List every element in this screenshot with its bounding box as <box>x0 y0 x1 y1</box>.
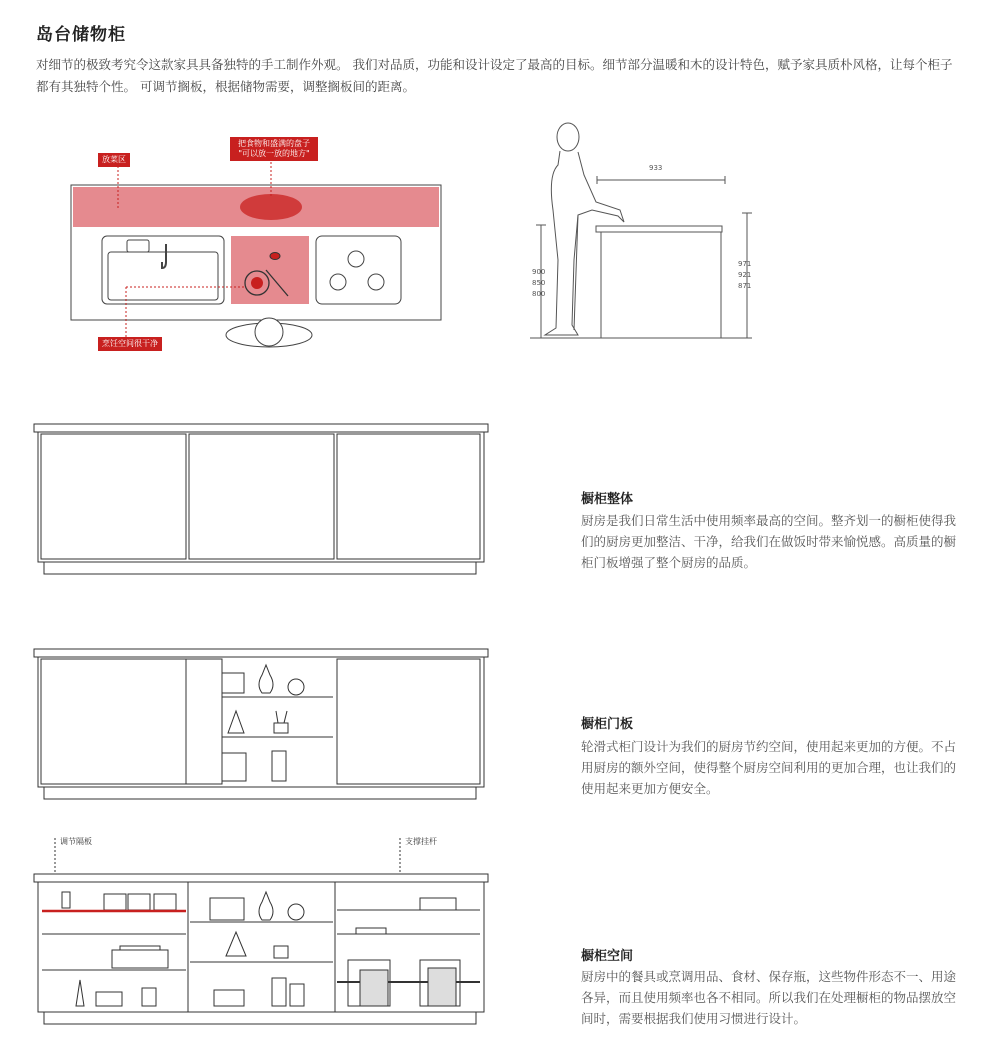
section-title-overall: 橱柜整体 <box>581 492 634 507</box>
section-body-door: 轮滑式柜门设计为我们的厨房节约空间，使用起来更加的方便。不占用厨房的额外空间，使得整个厨房空间利用的更加合理，也让我们的使用起来更加方便安全。 <box>581 739 957 796</box>
width-dimension-label: 933 <box>649 164 663 172</box>
cabinet-sliding-diagram <box>0 645 500 810</box>
page-title: 岛台储物柜 <box>36 25 126 45</box>
left-height-850: 850 <box>532 279 546 287</box>
right-height-871: 871 <box>738 282 752 290</box>
tag-plate-area <box>230 137 318 161</box>
stove <box>316 236 401 304</box>
section-body-overall: 厨房是我们日常生活中使用频率最高的空间。整齐划一的橱柜使得我们的厨房更加整洁、干净，给我们在做饭时带来愉悦感。高质量的橱柜门板增强了整个厨房的品质。 <box>581 513 957 570</box>
tag-cooking-area: 烹饪空间很干净 <box>98 337 162 351</box>
label-adjustable-shelf: 调节隔板 <box>60 837 92 846</box>
section-body-space: 厨房中的餐具或烹调用品、食材、保存瓶，这些物件形态不一、用途各异，而且使用频率也各不相同。所以我们在处理橱柜的物品摆放空间时，需要根据我们使用习惯进行设计。 <box>581 969 957 1026</box>
right-height-921: 921 <box>738 271 752 279</box>
left-height-800: 800 <box>532 290 546 298</box>
intro-paragraph: 对细节的极致考究令这款家具具备独特的手工制作外观。 我们对品质，功能和设计设定了最高的目标。细节部分温暖和木的设计特色，赋予家具质朴风格，让每个柜子都有其独特个性。 可调节搁板，根据储物需要，调整搁板间的距离。 <box>36 57 953 94</box>
plate-zone <box>240 194 302 220</box>
tag-plate-line1: 把食物和盛满的盘子 <box>238 139 310 148</box>
cabinet-interior-diagram <box>0 830 500 1040</box>
right-height-971: 971 <box>738 260 752 268</box>
left-height-900: 900 <box>532 268 546 276</box>
tag-prep-area: 放菜区 <box>98 153 130 167</box>
label-support-rail: 支撑挂杆 <box>405 837 437 846</box>
cabinet-closed-diagram <box>0 420 500 590</box>
section-title-space: 橱柜空间 <box>581 949 634 964</box>
section-title-door: 橱柜门板 <box>581 717 634 732</box>
tag-plate-line2: "可以放一放的地方" <box>238 149 310 158</box>
cooking-zone <box>231 236 309 304</box>
island-plan-diagram <box>0 0 988 420</box>
elevation-diagram <box>530 123 752 338</box>
